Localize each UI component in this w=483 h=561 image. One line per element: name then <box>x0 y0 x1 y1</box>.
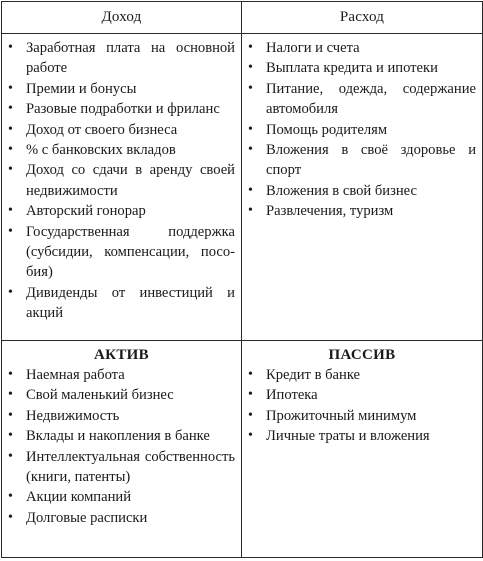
list-item-text: Недвижимость <box>26 407 120 424</box>
list-item-text: Премии и бонусы <box>26 80 137 97</box>
list-item <box>242 201 482 221</box>
list-item <box>2 487 241 507</box>
list-item <box>242 58 482 78</box>
list-item-text: Разовые подработки и фриланс <box>26 101 220 118</box>
list-item <box>242 140 482 181</box>
bullet-icon: • <box>8 101 13 117</box>
expense-header: Расход <box>242 2 483 34</box>
bullet-icon: • <box>248 203 253 219</box>
bullet-icon: • <box>248 121 253 137</box>
list-item-text: Доход от своего бизнеса <box>26 121 178 138</box>
bullet-icon: • <box>8 284 13 300</box>
bullet-icon: • <box>8 428 13 444</box>
income-cell <box>2 34 242 341</box>
list-item <box>2 38 241 79</box>
list-item-text: Наемная работа <box>26 367 125 383</box>
list-item <box>242 406 482 426</box>
bullet-icon: • <box>248 60 253 76</box>
finance-table-page <box>1 1 482 559</box>
list-item <box>242 38 482 58</box>
bullet-icon: • <box>8 407 13 423</box>
bullet-icon: • <box>8 142 13 158</box>
bullet-icon: • <box>8 40 13 55</box>
bullet-icon: • <box>248 367 253 382</box>
liabilities-title: ПАССИВ <box>328 347 396 363</box>
bullet-icon: • <box>8 80 13 96</box>
list-item-text: Долговые расписки <box>26 509 148 526</box>
bullet-icon: • <box>8 162 13 178</box>
bullet-icon: • <box>8 223 13 239</box>
list-item-text: Кредит в банке <box>266 367 361 383</box>
list-item <box>2 385 241 405</box>
list-item-text: Питание, одежда, содержание автомобиля <box>266 80 476 118</box>
bullet-icon: • <box>248 80 253 96</box>
list-item <box>2 283 241 324</box>
list-item-text: Ипотека <box>266 387 318 404</box>
income-list <box>2 38 241 324</box>
list-item-text: Заработная плата на основной работе <box>26 40 235 77</box>
bullet-icon: • <box>8 509 13 525</box>
list-item-text: Вложения в своё здоровье и спорт <box>266 142 476 179</box>
assets-list <box>2 365 241 528</box>
list-item <box>242 426 482 446</box>
list-item-text: Свой маленький бизнес <box>26 387 174 404</box>
assets-title: АКТИВ <box>94 347 149 363</box>
list-item-text: Развлечения, туризм <box>266 203 394 220</box>
list-item-text: Дивиденды от инвестиций и акций <box>26 284 235 322</box>
list-item-text: Помощь родителям <box>266 121 388 138</box>
list-item-text: Авторский гонорар <box>26 203 146 220</box>
list-item-text: Выплата кредита и ипотеки <box>266 60 438 77</box>
list-item <box>242 120 482 140</box>
liabilities-cell <box>242 341 483 558</box>
list-item-text: % с банковских вкладов <box>26 142 176 159</box>
list-item <box>2 120 241 140</box>
expense-list <box>242 38 482 222</box>
list-item-text: Прожиточный минимум <box>266 407 417 424</box>
bullet-icon: • <box>248 142 253 158</box>
list-item-text: Налоги и счета <box>266 40 360 56</box>
list-item-text: Личные траты и вложения <box>266 428 430 445</box>
bullet-icon: • <box>8 203 13 219</box>
expense-cell <box>242 34 483 341</box>
bullet-icon: • <box>8 387 13 403</box>
list-item <box>2 222 241 283</box>
list-item <box>2 201 241 221</box>
bullet-icon: • <box>8 367 13 382</box>
list-item-text: Интеллектуальная собственность (книги, патенты) <box>26 448 235 486</box>
list-item-text: Государственная поддержка (субсидии, компенсации, пособия) <box>26 223 235 281</box>
bullet-icon: • <box>8 448 13 464</box>
list-item <box>242 385 482 405</box>
assets-cell <box>2 341 242 558</box>
balance-row <box>2 341 483 558</box>
list-item <box>242 79 482 120</box>
list-item-text: Вклады и накопления в банке <box>26 428 210 445</box>
bullet-icon: • <box>248 182 253 198</box>
list-item <box>2 79 241 99</box>
income-header: Доход <box>2 2 242 34</box>
list-item <box>2 140 241 160</box>
bullet-icon: • <box>248 428 253 444</box>
list-item-text: Акции компаний <box>26 489 132 506</box>
bullet-icon: • <box>248 387 253 403</box>
header-row <box>2 2 483 34</box>
list-item <box>242 365 482 385</box>
list-item-text: Доход со сдачи в аренду своей недвижимости <box>26 162 235 199</box>
flow-row <box>2 34 483 341</box>
list-item-text: Вложения в свой бизнес <box>266 182 417 199</box>
bullet-icon: • <box>248 40 253 55</box>
bullet-icon: • <box>8 121 13 137</box>
list-item <box>2 447 241 488</box>
list-item <box>2 406 241 426</box>
list-item <box>2 365 241 385</box>
bullet-icon: • <box>8 489 13 505</box>
liabilities-list <box>242 365 482 447</box>
list-item <box>2 426 241 446</box>
bullet-icon: • <box>248 407 253 423</box>
list-item <box>2 160 241 201</box>
list-item <box>2 99 241 119</box>
finance-table <box>1 1 483 558</box>
list-item <box>2 508 241 528</box>
list-item <box>242 181 482 201</box>
